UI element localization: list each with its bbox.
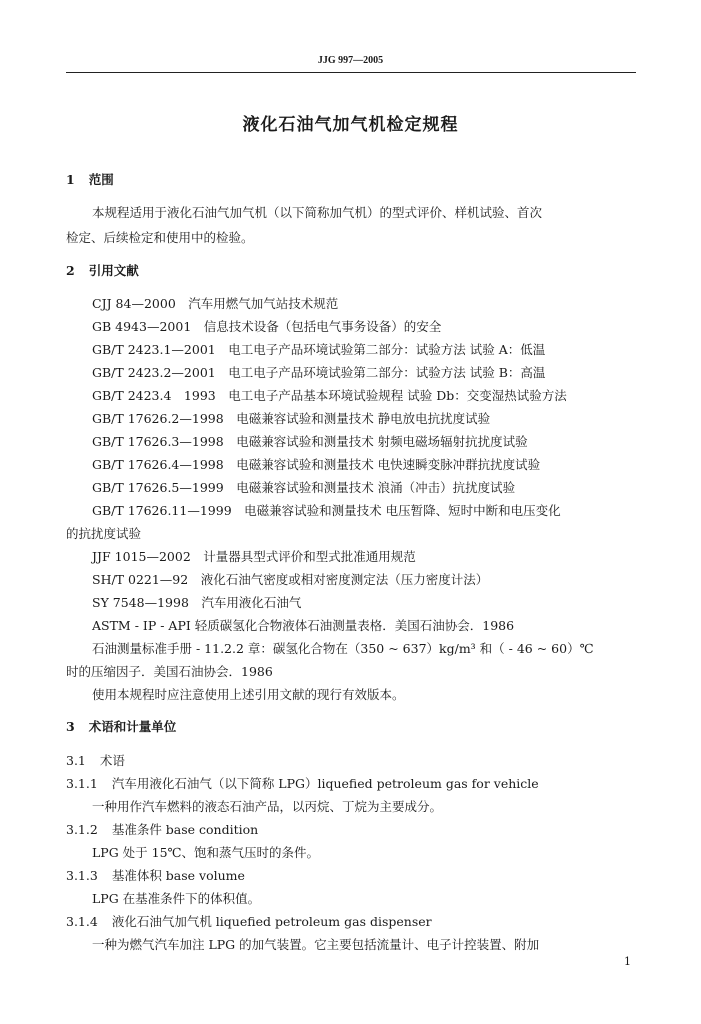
reference-note: 使用本规程时应注意使用上述引用文献的现行有效版本。	[92, 687, 405, 702]
section-1-heading	[66, 172, 114, 188]
reference-item: SH/T 0221—92 液化石油气密度或相对密度测定法（压力密度计法）	[92, 572, 489, 587]
term-title: 基准体积 base volume	[111, 868, 245, 883]
reference-item: GB/T 17626.2—1998 电磁兼容试验和测量技术 静电放电抗扰度试验	[92, 411, 491, 426]
reference-item: 石油测量标准手册 - 11.2.2 章：碳氢化合物在（350 ~ 637）kg/m³ 和（ - 46 ~ 60）℃	[92, 641, 594, 656]
term-title: 基准条件 base condition	[111, 822, 259, 837]
term-3-1-1	[66, 776, 539, 792]
term-number: 3.1.3	[66, 868, 98, 883]
reference-item: GB/T 2423.2—2001 电工电子产品环境试验第二部分：试验方法 试验 B：高温	[92, 365, 546, 380]
section-title: 术语和计量单位	[88, 719, 177, 734]
page-number: 1	[624, 955, 631, 968]
subsection-3-1	[66, 753, 125, 769]
reference-item: GB/T 17626.4—1998 电磁兼容试验和测量技术 电快速瞬变脉冲群抗扰度试验	[92, 457, 541, 472]
document-title: 液化石油气加气机检定规程	[242, 115, 459, 135]
section-number: 2	[66, 263, 75, 278]
section-number: 3	[66, 719, 75, 734]
document-code-header: JJG 997—2005	[317, 55, 384, 66]
term-title: 液化石油气加气机 liquefied petroleum gas dispenser	[111, 914, 432, 929]
reference-item: GB/T 2423.4 1993 电工电子产品基本环境试验规程 试验 Db：交变湿热试验方法	[92, 388, 567, 403]
reference-item-continuation: 的抗扰度试验	[66, 526, 142, 541]
reference-item: GB/T 17626.11—1999 电磁兼容试验和测量技术 电压暂降、短时中断和电压变化	[92, 503, 561, 518]
reference-item-continuation: 时的压缩因子．美国石油协会．1986	[66, 664, 273, 679]
term-number: 3.1.4	[66, 914, 98, 929]
term-number: 3.1.2	[66, 822, 98, 837]
term-definition: 一种为燃气汽车加注 LPG 的加气装置。它主要包括流量计、电子计控装置、附加	[92, 937, 540, 952]
section-2-heading	[66, 263, 139, 279]
subsection-number: 3.1	[66, 753, 86, 768]
reference-item: ASTM - IP - API 轻质碳氢化合物液体石油测量表格．美国石油协会．1986	[92, 618, 515, 633]
section-title: 范围	[88, 172, 114, 187]
term-number: 3.1.1	[66, 776, 98, 791]
subsection-title: 术语	[99, 753, 125, 768]
section-3-heading	[66, 719, 176, 735]
reference-item: GB 4943—2001 信息技术设备（包括电气事务设备）的安全	[92, 319, 442, 334]
term-definition: LPG 处于 15℃、饱和蒸气压时的条件。	[92, 845, 320, 860]
reference-item: GB/T 2423.1—2001 电工电子产品环境试验第二部分：试验方法 试验 A：低温	[92, 342, 546, 357]
reference-item: CJJ 84—2000 汽车用燃气加气站技术规范	[92, 296, 339, 311]
reference-item: JJF 1015—2002 计量器具型式评价和型式批准通用规范	[92, 549, 416, 564]
term-title: 汽车用液化石油气（以下简称 LPG）liquefied petroleum gas for vehicle	[111, 776, 539, 791]
section-number: 1	[66, 172, 75, 187]
scope-paragraph-line-1: 本规程适用于液化石油气加气机（以下简称加气机）的型式评价、样机试验、首次	[92, 205, 543, 220]
term-3-1-3	[66, 868, 245, 884]
reference-item: SY 7548—1998 汽车用液化石油气	[92, 595, 302, 610]
term-3-1-4	[66, 914, 432, 930]
term-definition: 一种用作汽车燃料的液态石油产品，以丙烷、丁烷为主要成分。	[92, 799, 443, 814]
reference-item: GB/T 17626.5—1999 电磁兼容试验和测量技术 浪涌（冲击）抗扰度试验	[92, 480, 516, 495]
section-title: 引用文献	[88, 263, 139, 278]
term-definition: LPG 在基准条件下的体积值。	[92, 891, 261, 906]
scope-paragraph-line-2: 检定、后续检定和使用中的检验。	[66, 230, 254, 245]
term-3-1-2	[66, 822, 258, 838]
header-rule	[66, 72, 636, 73]
reference-item: GB/T 17626.3—1998 电磁兼容试验和测量技术 射频电磁场辐射抗扰度试验	[92, 434, 528, 449]
